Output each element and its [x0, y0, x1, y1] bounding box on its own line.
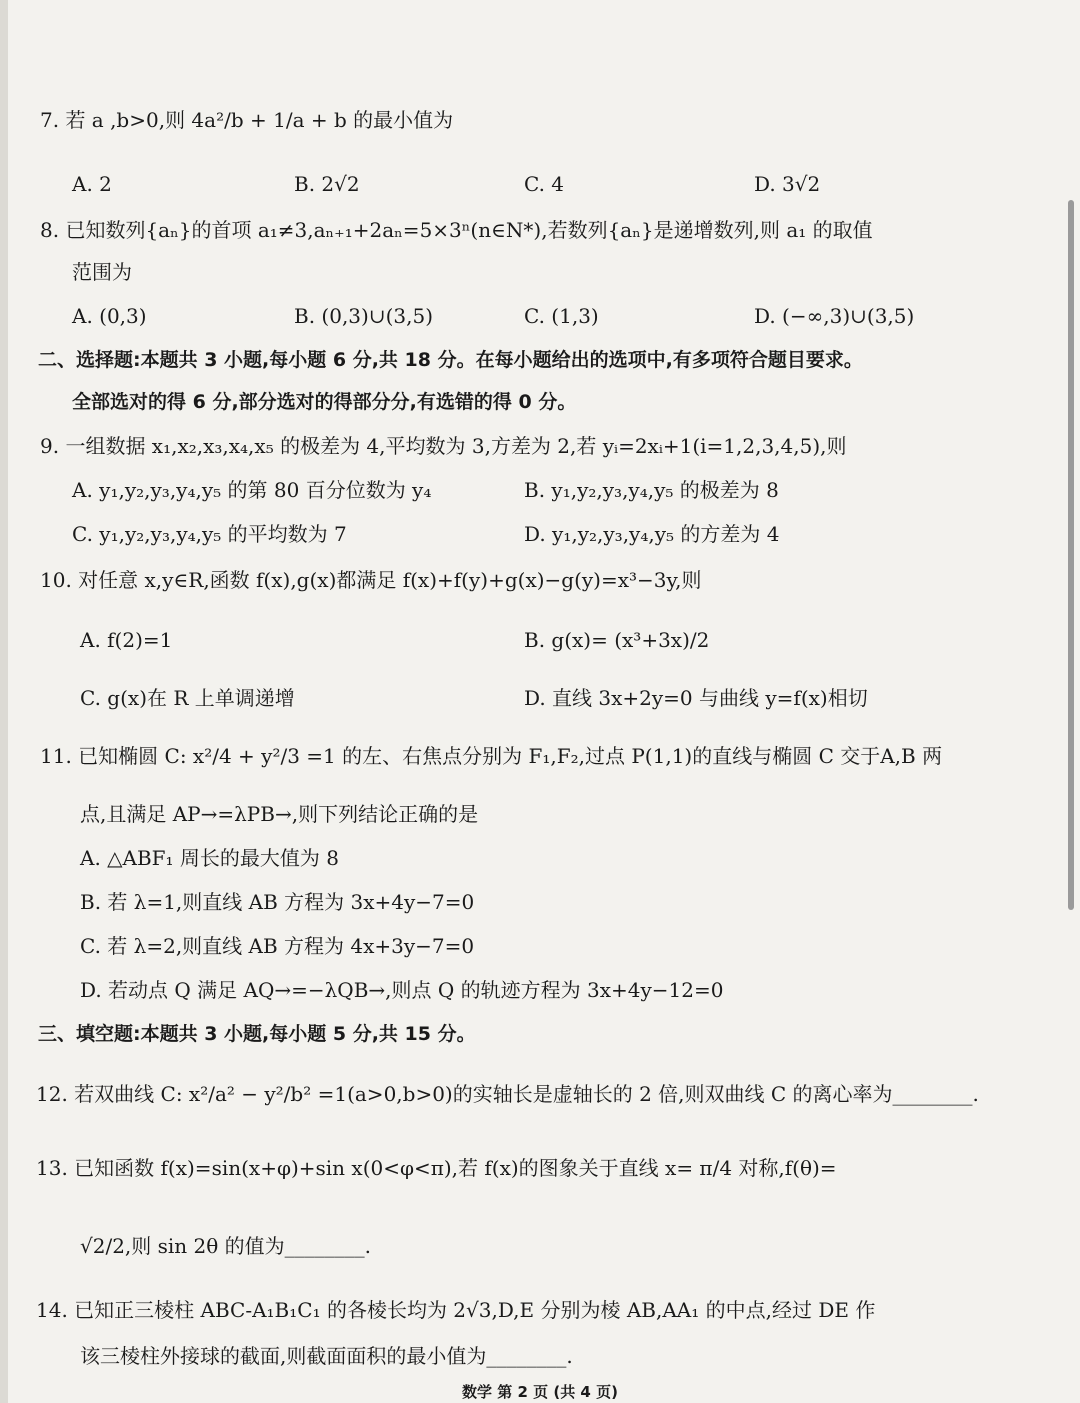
- scrollbar[interactable]: [1068, 200, 1074, 910]
- question-10-option-b: B. g(x)= (x³+3x)/2: [524, 628, 710, 652]
- question-9-option-d: D. y₁,y₂,y₃,y₄,y₅ 的方差为 4: [524, 522, 780, 546]
- question-14-stem-line1: 14. 已知正三棱柱 ABC-A₁B₁C₁ 的各棱长均为 2√3,D,E 分别为棱 AB,AA₁ 的中点,经过 DE 作: [36, 1298, 876, 1322]
- question-11-option-a: A. △ABF₁ 周长的最大值为 8: [80, 846, 340, 870]
- question-7-option-d: D. 3√2: [754, 172, 821, 196]
- question-11-stem-line1: 11. 已知椭圆 C: x²/4 + y²/3 =1 的左、右焦点分别为 F₁,F₂,过点 P(1,1)的直线与椭圆 C 交于A,B 两: [40, 744, 943, 768]
- question-10-stem: 10. 对任意 x,y∈R,函数 f(x),g(x)都满足 f(x)+f(y)+g(x)−g(y)=x³−3y,则: [40, 568, 702, 592]
- question-9-stem: 9. 一组数据 x₁,x₂,x₃,x₄,x₅ 的极差为 4,平均数为 3,方差为 2,若 yᵢ=2xᵢ+1(i=1,2,3,4,5),则: [40, 434, 847, 458]
- question-9-option-b: B. y₁,y₂,y₃,y₄,y₅ 的极差为 8: [524, 478, 779, 502]
- question-8-option-b: B. (0,3)∪(3,5): [294, 304, 433, 328]
- question-13-stem-line2: √2/2,则 sin 2θ 的值为________.: [80, 1234, 372, 1258]
- question-13-stem-line1: 13. 已知函数 f(x)=sin(x+φ)+sin x(0<φ<π),若 f(x)的图象关于直线 x= π/4 对称,f(θ)=: [36, 1156, 837, 1180]
- question-8-option-c: C. (1,3): [524, 304, 599, 328]
- question-9-option-c: C. y₁,y₂,y₃,y₄,y₅ 的平均数为 7: [72, 522, 347, 546]
- question-11-stem-line2: 点,且满足 AP→=λPB→,则下列结论正确的是: [80, 802, 479, 826]
- question-7-option-b: B. 2√2: [294, 172, 360, 196]
- section-2-instructions: 全部选对的得 6 分,部分选对的得部分分,有选错的得 0 分。: [72, 391, 577, 413]
- question-7-stem: 7. 若 a ,b>0,则 4a²/b + 1/a + b 的最小值为: [40, 108, 454, 132]
- question-14-stem-line2: 该三棱柱外接球的截面,则截面面积的最小值为________.: [80, 1344, 573, 1368]
- question-10-option-d: D. 直线 3x+2y=0 与曲线 y=f(x)相切: [524, 686, 868, 710]
- question-7-option-c: C. 4: [524, 172, 565, 196]
- question-8-option-a: A. (0,3): [72, 304, 147, 328]
- question-12-stem: 12. 若双曲线 C: x²/a² − y²/b² =1(a>0,b>0)的实轴长是虚轴长的 2 倍,则双曲线 C 的离心率为________.: [36, 1082, 979, 1106]
- question-8-option-d: D. (−∞,3)∪(3,5): [754, 304, 915, 328]
- question-7-option-a: A. 2: [72, 172, 112, 196]
- question-11-option-c: C. 若 λ=2,则直线 AB 方程为 4x+3y−7=0: [80, 934, 475, 958]
- question-10-option-c: C. g(x)在 R 上单调递增: [80, 686, 295, 710]
- question-8-stem-line1: 8. 已知数列{aₙ}的首项 a₁≠3,aₙ₊₁+2aₙ=5×3ⁿ(n∈N*),若数列{aₙ}是递增数列,则 a₁ 的取值: [40, 218, 873, 242]
- question-9-option-a: A. y₁,y₂,y₃,y₄,y₅ 的第 80 百分位数为 y₄: [72, 478, 432, 502]
- question-10-option-a: A. f(2)=1: [80, 628, 173, 652]
- page-footer: 数学 第 2 页 (共 4 页): [462, 1383, 618, 1401]
- question-11-option-b: B. 若 λ=1,则直线 AB 方程为 3x+4y−7=0: [80, 890, 475, 914]
- question-8-stem-line2: 范围为: [72, 260, 132, 284]
- section-2-heading: 二、选择题:本题共 3 小题,每小题 6 分,共 18 分。在每小题给出的选项中,有多项符合题目要求。: [38, 349, 863, 371]
- page-edge: [0, 0, 8, 1403]
- question-11-option-d: D. 若动点 Q 满足 AQ→=−λQB→,则点 Q 的轨迹方程为 3x+4y−12=0: [80, 978, 724, 1002]
- section-3-heading: 三、填空题:本题共 3 小题,每小题 5 分,共 15 分。: [38, 1023, 476, 1045]
